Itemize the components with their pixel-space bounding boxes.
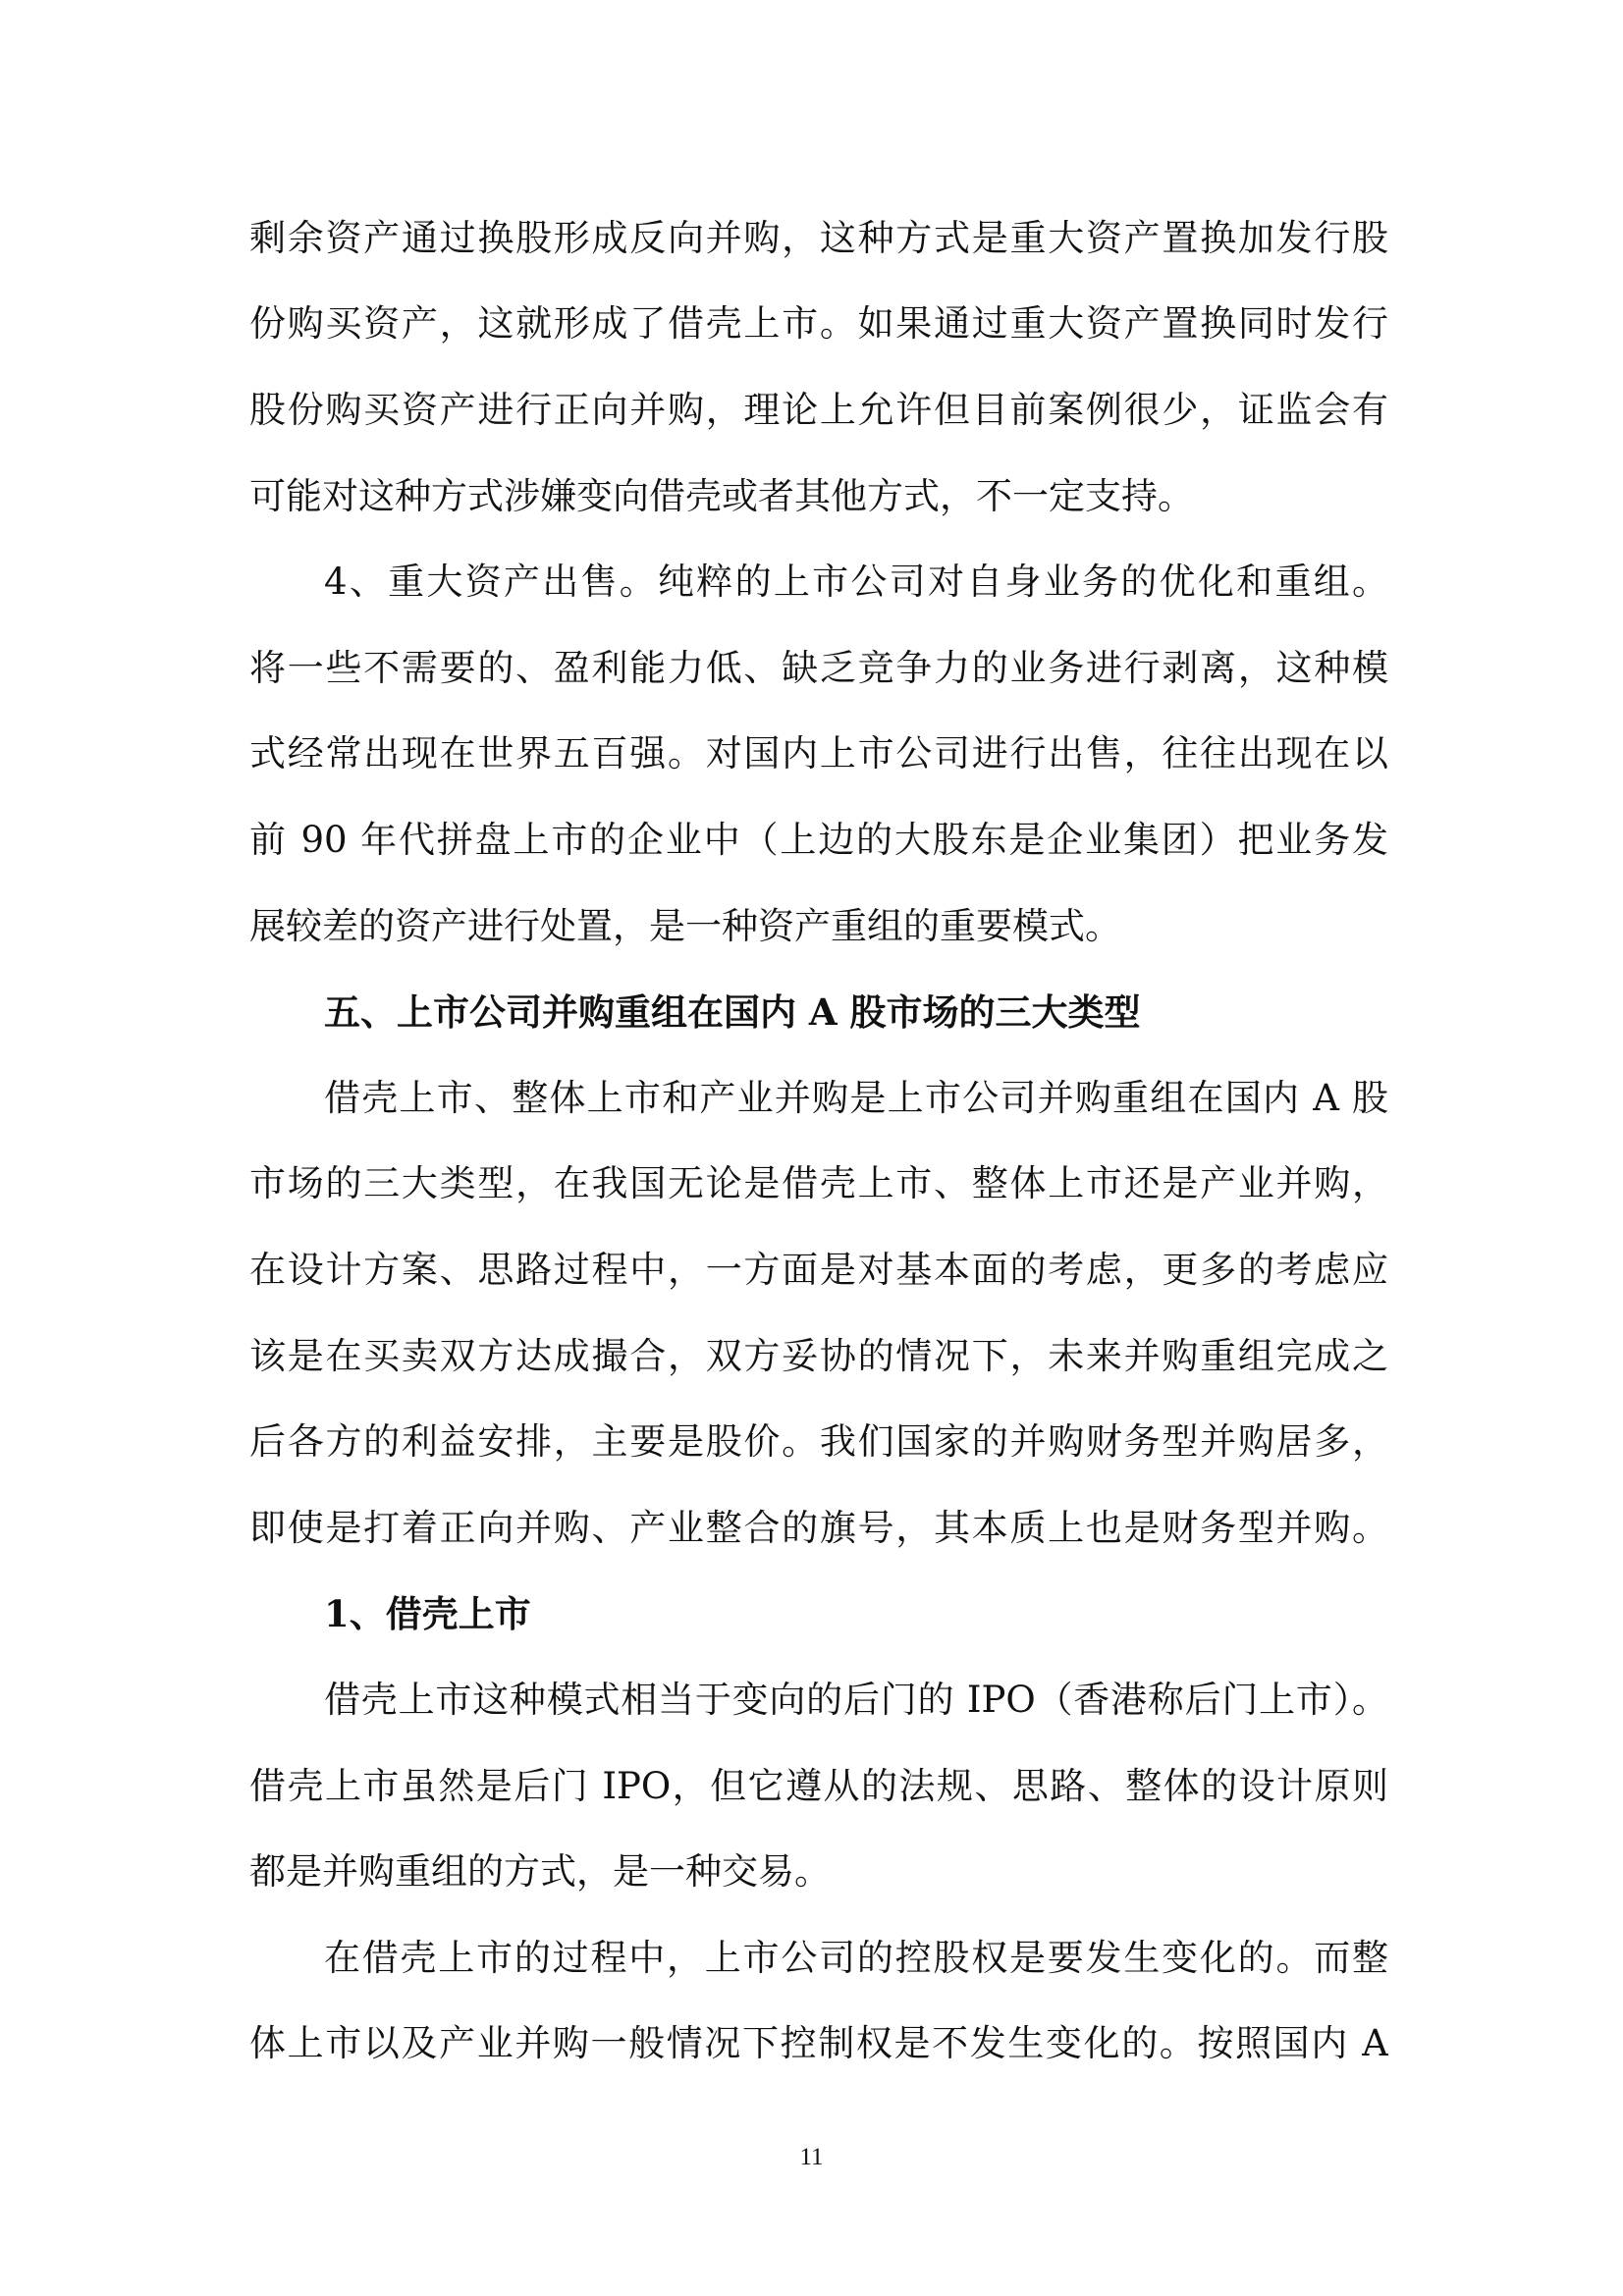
list-item-heading-line: 4、重大资产出售。纯粹的上市公司对自身业务的优化和重组。: [324, 561, 1388, 603]
page-number: 11: [799, 2144, 824, 2170]
body-text-line: 在设计方案、思路过程中，一方面是对基本面的考虑，更多的考虑应: [249, 1249, 1388, 1291]
body-text-line: 可能对这种方式涉嫌变向借壳或者其他方式，不一定支持。: [249, 475, 1194, 517]
section-heading: 五、上市公司并购重组在国内 A 股市场的三大类型: [324, 990, 1141, 1034]
subsection-heading: 1、借壳上市: [324, 1592, 531, 1635]
body-text-line: 市场的三大类型，在我国无论是借壳上市、整体上市还是产业并购，: [249, 1162, 1388, 1204]
body-text-line: 前 90 年代拼盘上市的企业中（上边的大股东是企业集团）把业务发: [249, 819, 1388, 861]
body-text-line: 该是在买卖双方达成撮合，双方妥协的情况下，未来并购重组完成之: [249, 1335, 1388, 1377]
paragraph-first-line: 借壳上市、整体上市和产业并购是上市公司并购重组在国内 A 股: [324, 1077, 1388, 1119]
body-text-line: 剩余资产通过换股形成反向并购，这种方式是重大资产置换加发行股: [249, 217, 1388, 259]
body-text-line: 即使是打着正向并购、产业整合的旗号，其本质上也是财务型并购。: [249, 1507, 1388, 1549]
body-text-line: 式经常出现在世界五百强。对国内上市公司进行出售，往往出现在以: [249, 732, 1388, 774]
paragraph-first-line: 借壳上市这种模式相当于变向的后门的 IPO（香港称后门上市）。: [324, 1679, 1388, 1721]
paragraph-first-line: 在借壳上市的过程中，上市公司的控股权是要发生变化的。而整: [324, 1937, 1388, 1979]
body-text-line: 股份购买资产进行正向并购，理论上允许但目前案例很少，证监会有: [249, 389, 1388, 431]
body-text-line: 将一些不需要的、盈利能力低、缺乏竞争力的业务进行剥离，这种模: [249, 647, 1388, 689]
body-text-line: 体上市以及产业并购一般情况下控制权是不发生变化的。按照国内 A: [249, 2022, 1388, 2064]
body-text-line: 份购买资产，这就形成了借壳上市。如果通过重大资产置换同时发行: [249, 302, 1388, 345]
body-text-line: 都是并购重组的方式，是一种交易。: [249, 1850, 831, 1893]
body-text-line: 展较差的资产进行处置，是一种资产重组的重要模式。: [249, 905, 1121, 947]
body-text-line: 借壳上市虽然是后门 IPO，但它遵从的法规、思路、整体的设计原则: [249, 1765, 1388, 1807]
body-text-line: 后各方的利益安排，主要是股价。我们国家的并购财务型并购居多，: [249, 1420, 1388, 1463]
